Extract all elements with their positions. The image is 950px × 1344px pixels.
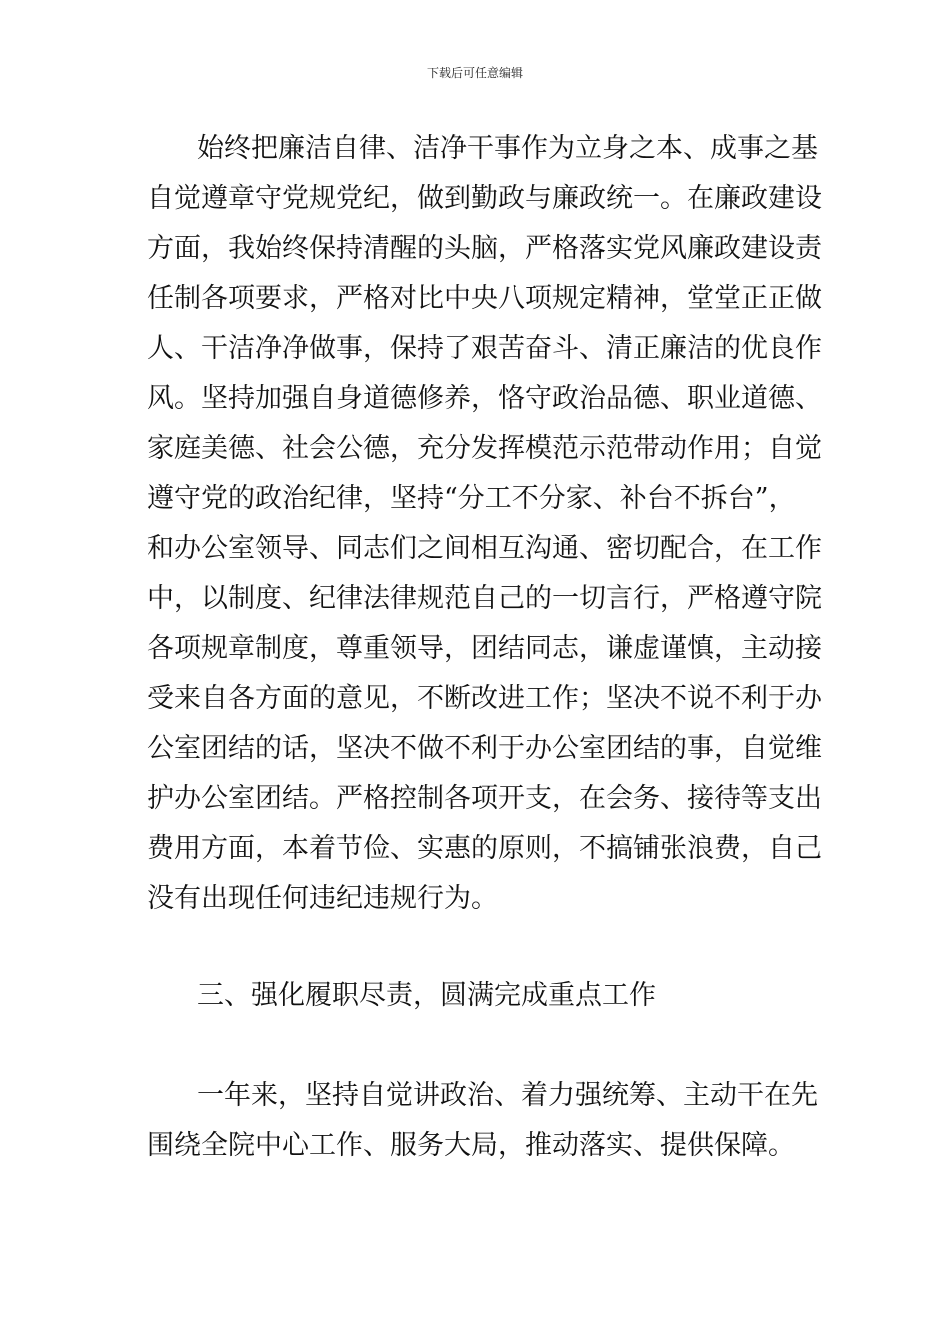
- paragraph-line: 公室团结的话，坚决不做不利于办公室团结的事，自觉维: [147, 733, 822, 764]
- section-heading: 三、强化履职尽责，圆满完成重点工作: [197, 980, 656, 1011]
- paragraph-line: 各项规章制度，尊重领导，团结同志，谦虚谨慎，主动接: [147, 633, 822, 664]
- paragraph-line: 一年来，坚持自觉讲政治、着力强统筹、主动干在先: [197, 1080, 818, 1111]
- paragraph-line: 风。坚持加强自身道德修养，恪守政治品德、职业道德、: [147, 383, 822, 414]
- paragraph-line: 费用方面，本着节俭、实惠的原则，不搞铺张浪费，自己: [147, 833, 822, 864]
- paragraph-line: 和办公室领导、同志们之间相互沟通、密切配合，在工作: [147, 533, 822, 564]
- paragraph-line: 任制各项要求，严格对比中央八项规定精神，堂堂正正做: [147, 283, 822, 314]
- paragraph-line: 遵守党的政治纪律，坚持“分工不分家、补台不拆台”，: [147, 483, 796, 514]
- paragraph-line: 受来自各方面的意见，不断改进工作；坚决不说不利于办: [147, 683, 822, 714]
- paragraph-line: 方面，我始终保持清醒的头脑，严格落实党风廉政建设责: [147, 233, 822, 264]
- paragraph-line: 围绕全院中心工作、服务大局，推动落实、提供保障。: [147, 1130, 795, 1161]
- paragraph-line: 自觉遵章守党规党纪，做到勤政与廉政统一。在廉政建设: [147, 183, 822, 214]
- paragraph-line: 护办公室团结。严格控制各项开支，在会务、接待等支出: [147, 783, 822, 814]
- paragraph-line: 没有出现任何违纪违规行为。: [147, 883, 498, 914]
- header-note: 下载后可任意编辑: [426, 66, 523, 80]
- paragraph-line: 始终把廉洁自律、洁净干事作为立身之本、成事之基: [197, 133, 818, 164]
- paragraph-line: 中，以制度、纪律法律规范自己的一切言行，严格遵守院: [147, 583, 822, 614]
- paragraph-line: 人、干洁净净做事，保持了艰苦奋斗、清正廉洁的优良作: [147, 333, 822, 364]
- paragraph-line: 家庭美德、社会公德，充分发挥模范示范带动作用；自觉: [147, 433, 822, 464]
